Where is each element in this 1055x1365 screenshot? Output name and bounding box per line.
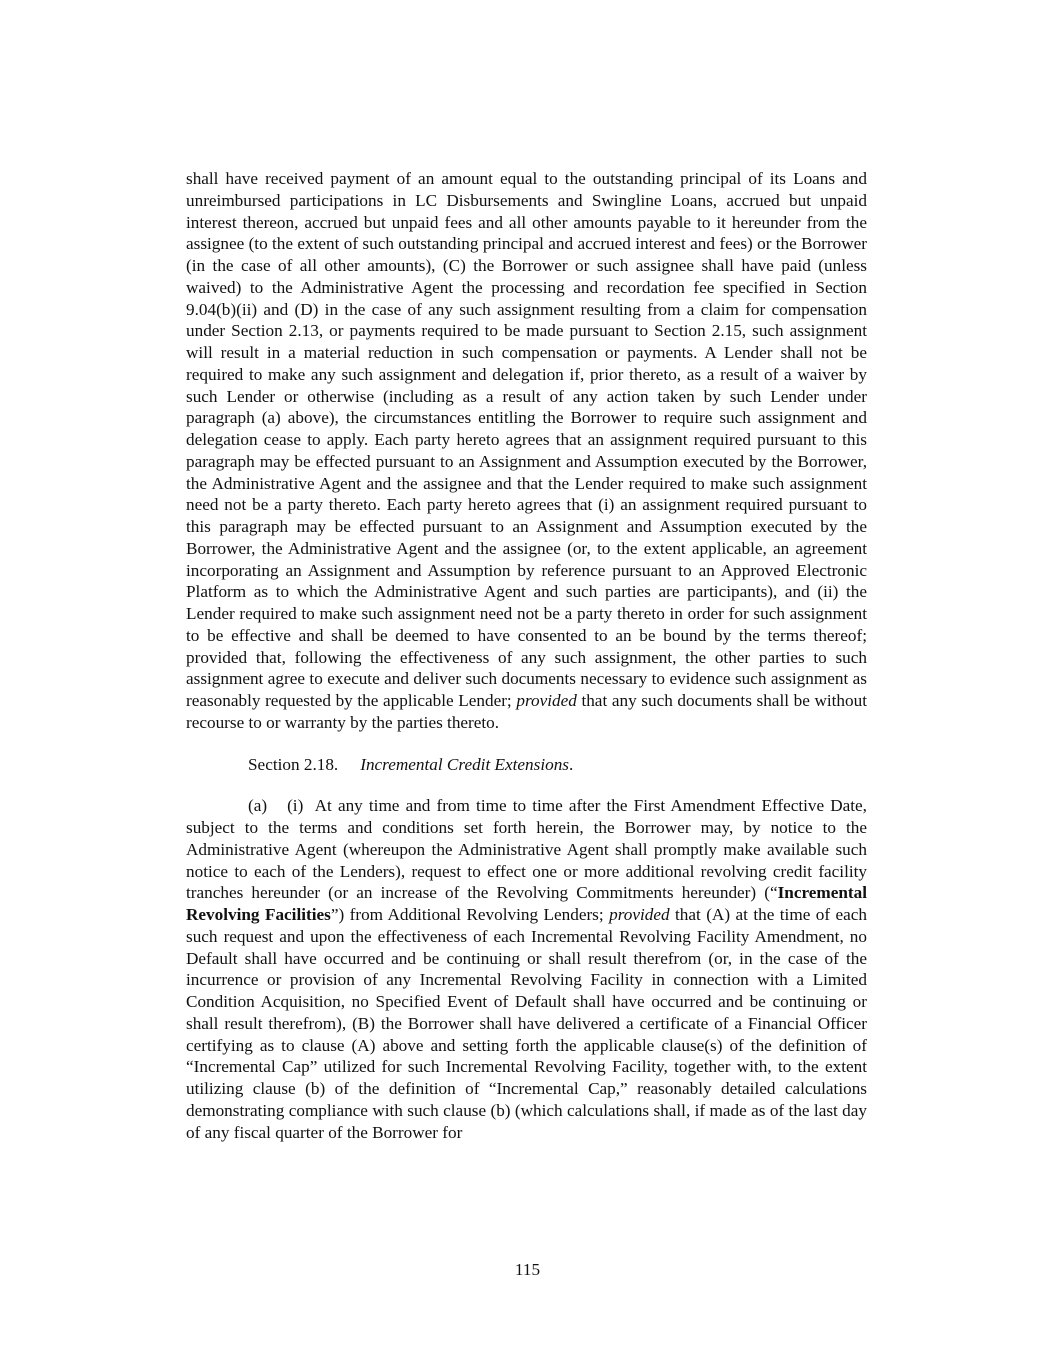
document-body [186, 168, 867, 1143]
subsection-text-3: that (A) at the time of each such request and upon the effectiveness of each Incremental Revolving Facility Amendment, no Default shall have occurred and be continuing or shall result therefrom (or, in the case of the incurrence or provision of any Incremental Revolving Facility in connection with a Limited Condition Acquisition, no Specified Event of Default shall have occurred and be continuing or shall result therefrom), (B) the Borrower shall have delivered a certificate of a Financial Officer certifying as to clause (A) above and setting forth the applicable clause(s) of the definition of “Incremental Cap” utilized for such Incremental Revolving Facility, together with, to the extent utilizing clause (b) of the definition of “Incremental Cap,” reasonably detailed calculations demonstrating compliance with such clause (b) (which calculations shall, if made as of the last day of any fiscal quarter of the Borrower for [186, 905, 867, 1142]
section-heading [186, 754, 867, 776]
section-title: Incremental Credit Extensions [360, 754, 569, 774]
subsection-text-1: At any time and from time to time after the First Amendment Effective Date, subject to the terms and conditions set forth herein, the Borrower may, by notice to the Administrative Agent (whereupon the Administrative Agent shall promptly make available such notice to each of the Lenders), request to effect one or more additional revolving credit facility tranches hereunder (or an increase of the Revolving Commitments hereunder) (“ [186, 796, 867, 903]
subsection-a-paragraph [186, 795, 867, 1143]
subsection-text-2: ”) from Additional Revolving Lenders; [330, 905, 610, 924]
subsection-label-a: (a) [248, 796, 268, 816]
section-number: Section 2.18. [248, 754, 339, 774]
provided-term: provided [516, 691, 577, 710]
section-title-period: . [568, 754, 574, 774]
provided-term-2: provided [609, 905, 670, 924]
continuation-text-1: shall have received payment of an amount equal to the outstanding principal of its Loans and unreimbursed participations in LC Disbursements and Swingline Loans, accrued but unpaid interest thereon, accrued but unpaid fees and all other amounts payable to it hereunder from the assignee (to the extent of such outstanding principal and accrued interest and fees) or the Borrower (in the case of all other amounts), (C) the Borrower or such assignee shall have paid (unless waived) to the Administrative Agent the processing and recordation fee specified in Section 9.04(b)(ii) and (D) in the case of any such assignment resulting from a claim for compensation under Section 2.13, or payments required to be made pursuant to Section 2.15, such assignment will result in a material reduction in such compensation or payments. A Lender shall not be required to make any such assignment and delegation if, prior thereto, as a result of a waiver by such Lender or otherwise (including as a result of any action taken by such Lender under paragraph (a) above), the circumstances entitling the Borrower to require such assignment and delegation cease to apply. Each party hereto agrees that an assignment required pursuant to this paragraph may be effected pursuant to an Assignment and Assumption executed by the Borrower, the Administrative Agent and the assignee and that the Lender required to make such assignment need not be a party thereto. Each party hereto agrees that (i) an assignment required pursuant to this paragraph may be effected pursuant to an Assignment and Assumption executed by the Borrower, the Administrative Agent and the assignee (or, to the extent applicable, an agreement incorporating an Assignment and Assumption by reference pursuant to an Approved Electronic Platform as to which the Administrative Agent and such parties are participants), and (ii) the Lender required to make such assignment need not be a party thereto in order for such assignment to be effective and shall be deemed to have consented to an be bound by the terms thereof; provided that, following the effectiveness of any such assignment, the other parties to such assignment agree to execute and deliver such documents necessary to evidence such assignment as reasonably requested by the applicable Lender; [186, 169, 867, 710]
page-number: 115 [514, 1260, 541, 1279]
continuation-paragraph [186, 168, 867, 734]
defined-term-incremental-revolving-facilities: Incremental Revolving Facilities [186, 883, 867, 924]
subsection-label-i: (i) [287, 796, 304, 816]
continuation-text-2: that any such documents shall be without recourse to or warranty by the parties thereto. [186, 691, 867, 732]
